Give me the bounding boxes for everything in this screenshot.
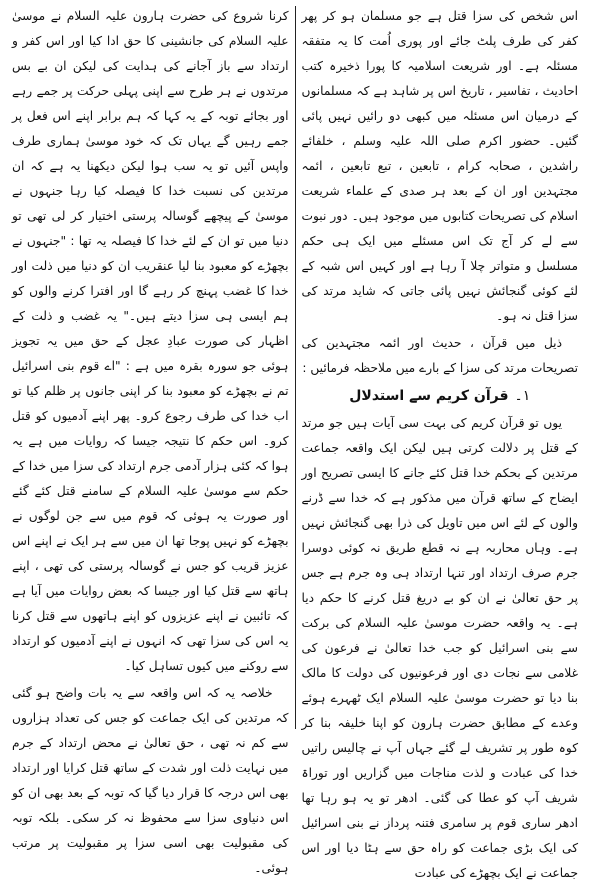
left-paragraph-1: کرنا شروع کی حضرت ہارون علیہ السلام نے موسیٰ علیہ السلام کی جانشینی کا حق ادا کیا اور اس کفر و ارتداد سے باز آجانے کی ہدایت کی لیکن ان بے بس مرتدوں نے ہر طرح سے اپنی پہلی حرکت پر جمے رہے اور بجائے توبہ کے یہ کہا کہ ہم برابر اپنے اس فعل پر جمے رہیں گے یہاں تک کہ خود موسیٰ ہماری طرف واپس آئیں تو یہ سب ہوا لیکن دیکھنا یہ ہے کہ ان مرتدین کی نسبت خدا کا فیصلہ کیا رہا جنہوں نے موسیٰ کے پیچھے گوسالہ پرستی اختیار کر لی تھی تو دنیا میں تو ان کے لئے خدا کا فیصلہ یہ تھا : "جنہوں نے بچھڑے کو معبود بنا لیا عنقریب ان کو دنیا میں ذلت اور خدا کا غضب پہنچ کر رہے گا اور افترا کرنے والوں کو ہم ایسی ہی سزا دیتے ہیں۔" یہ غضب و ذلت کے اظہار کی صورت عبادِ عجل کے حق میں یہ تجویز ہوئی جو سورہ بقرہ میں ہے : "اے قوم بنی اسرائیل تم نے بچھڑے کو معبود بنا کر اپنی جانوں پر ظلم کیا تو اب خدا کی طرف رجوع کرو۔ پھر اپنے آدمیوں کو قتل کرو۔ اس حکم کا نتیجہ جیسا کہ روایات میں ہے یہ ہوا کہ کئی ہزار آدمی جرم ارتداد کی سزا میں خدا کے حکم سے موسیٰ علیہ السلام کے سامنے قتل کئے گئے اور صورت یہ ہوئی کہ قوم میں سے جن لوگوں نے بچھڑے کو نہیں پوجا تھا ان میں سے ہر ایک نے اپنے اس عزیز قریب کو جس نے گوسالہ پرستی کی تھی ، اپنے ہاتھ سے قتل کیا اور جیسا کہ بعض روایات میں آیا ہے کہ تائبین نے اپنے عزیزوں کو اپنے ہاتھوں سے قتل کرنا یہ اس کی سزا تھی کہ انہوں نے اپنے آدمیوں کو ارتداد سے روکنے میں کیوں تساہل کیا۔ (12, 9, 289, 673)
right-column (296, 4, 585, 880)
two-column-layout (6, 4, 584, 880)
section-heading (302, 383, 579, 409)
left-column (6, 4, 295, 875)
right-paragraph-1: اس شخص کی سزا قتل ہے جو مسلمان ہو کر پھر کفر کی طرف پلٹ جائے اور پوری اُمت کا یہ متفقہ مسئلہ ہے۔ اور شریعت اسلامیہ کا پورا ذخیرہ کتب احادیث ، تفاسیر ، تاریخ اس پر شاہد ہے کہ مسلمانوں کے درمیان اس مسئلہ میں کبھی دو رائیں نہیں پائی گئیں۔ حضور اکرم صلی اللہ علیہ وسلم ، خلفائے راشدین ، صحابہ کرام ، تابعین ، تبع تابعین ، ائمہ مجتہدین اور ان کے بعد ہر صدی کے علماء شریعت اسلام کی تصریحات کتابوں میں موجود ہیں۔ دور نبوت سے لے کر آج تک اس مسئلے میں ایک ہی حکم مسلسل و متواتر چلا آ رہا ہے اور کہیں اس شبہ کے لئے کوئی گنجائش نہیں پائی جاتی کہ شاید مرتد کی سزا قتل نہ ہو۔ (301, 9, 578, 323)
section-number: ۱۔ (514, 388, 531, 404)
section-title: قرآن کریم سے استدلال (349, 388, 509, 404)
right-paragraph-3: یوں تو قرآن کریم کی بہت سی آیات ہیں جو مرتد کے قتل پر دلالت کرتی ہیں لیکن ایک واقعہ جماعت مرتدین کے بحکم خدا قتل کئے جانے کا ایسی تصریح اور ایضاح کے ساتھ قرآن میں مذکور ہے کہ خدا سے ڈرنے والوں کے لئے اس میں تاویل کی ذرا بھی گنجائش نہیں ہے۔ وہاں محاربہ ہے نہ قطع طریق نہ کوئی دوسرا جرم صرف ارتداد اور تنہا ارتداد ہی وہ جرم ہے جس پر حق تعالیٰ نے ان کو بے دریغ قتل کرنے کا حکم دیا ہے۔ یہ واقعہ حضرت موسیٰ علیہ السلام کی برکت سے بنی اسرائیل کو جب خدا تعالیٰ نے فرعون کی غلامی سے نجات دی اور فرعونیوں کی دولت کا مالک بنا دیا تو حضرت موسیٰ علیہ السلام ایک ٹھہرے ہوئے وعدے کے مطابق حضرت ہارون کو اپنا خلیفہ بنا کر کوہ طور پر تشریف لے گئے جہاں آپ نے چالیس راتیں خدا کی عبادت و لذت مناجات میں گزاریں اور توراۃ شریف آپ کو عطا کی گئی۔ ادھر تو یہ ہو رہا تھا ادھر ساری قوم پر سامری فتنہ پرداز نے بنی اسرائیل کی ایک بڑی جماعت کو راہ حق سے ہٹا دیا اور اس جماعت نے ایک بچھڑے کی عبادت (301, 416, 578, 880)
left-paragraph-2: خلاصہ یہ کہ اس واقعہ سے یہ بات واضح ہو گئی کہ مرتدین کی ایک جماعت کو جس کی تعداد ہزاروں سے کم نہ تھی ، حق تعالیٰ نے محض ارتداد کے جرم میں نہایت ذلت اور شدت کے ساتھ قتل کرایا اور ارتداد بھی اس درجہ کا قرار دیا گیا کہ توبہ کے بعد بھی ان کو اس دنیاوی سزا سے محفوظ نہ کر سکی۔ بلکہ توبہ کی مقبولیت بھی اسی سزا پر مقبولیت پر مرتب ہوئی۔ (12, 686, 289, 875)
right-paragraph-2: ذیل میں قرآن ، حدیث اور ائمہ مجتہدین کی تصریحات مرتد کی سزا کے بارے میں ملاحظہ فرمائیں : (301, 336, 578, 375)
